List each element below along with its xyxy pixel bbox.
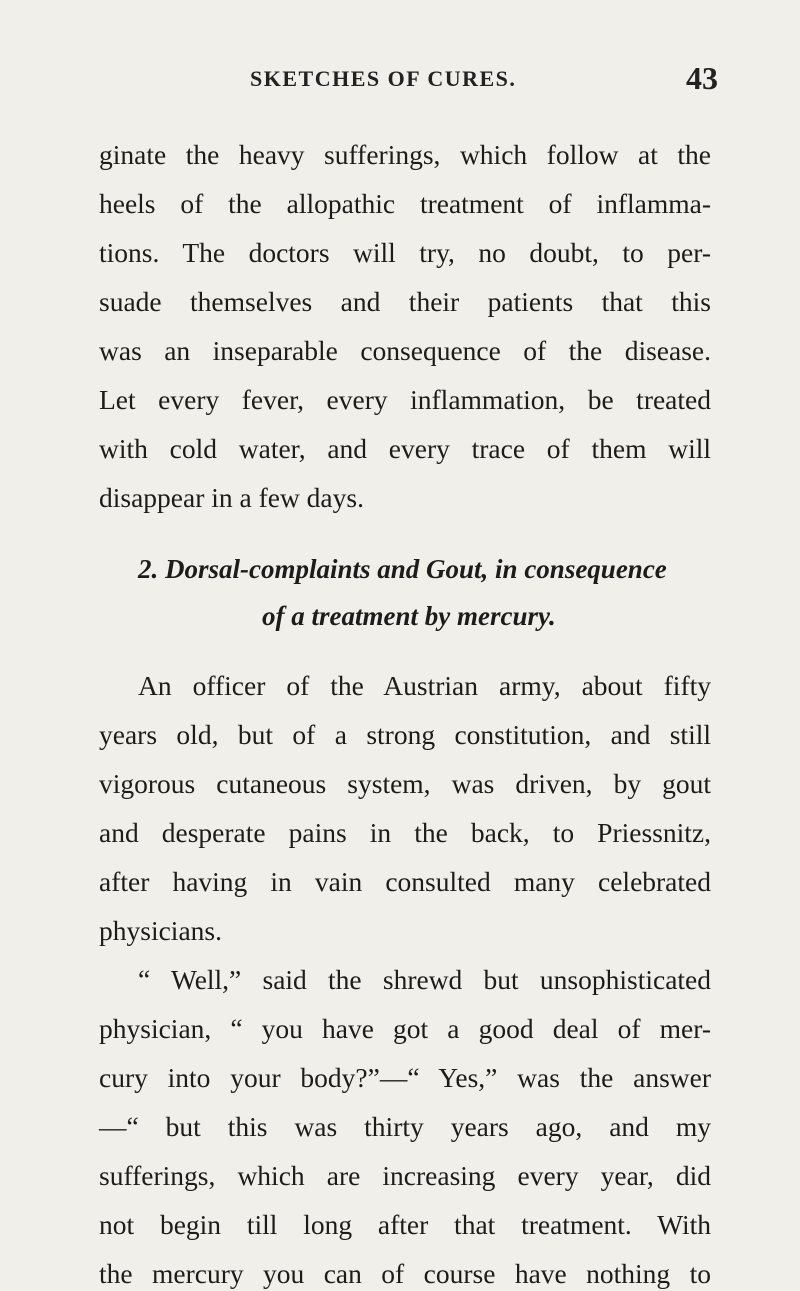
text-line: after having in vain consulted many celebrated xyxy=(99,866,711,897)
text-line: the mercury you can of course have nothing to xyxy=(99,1258,711,1289)
text-line: physician, “ you have got a good deal of mer- xyxy=(99,1013,711,1044)
page-number: 43 xyxy=(686,60,718,96)
text-line: —“ but this was thirty years ago, and my xyxy=(99,1111,711,1142)
text-line: with cold water, and every trace of them will xyxy=(99,433,711,464)
text-line: heels of the allopathic treatment of inflamma- xyxy=(99,188,711,219)
text-line: “ Well,” said the shrewd but unsophisticated xyxy=(138,964,711,995)
text-line: physicians. xyxy=(99,915,222,946)
text-line: and desperate pains in the back, to Priessnitz, xyxy=(99,817,711,848)
heading-line: of a treatment by mercury. xyxy=(262,601,556,631)
running-head: SKETCHES OF CURES. xyxy=(250,66,517,91)
text-line: tions. The doctors will try, no doubt, to per- xyxy=(99,237,711,268)
text-line: Let every fever, every inflammation, be treated xyxy=(99,384,711,415)
text-line: vigorous cutaneous system, was driven, by gout xyxy=(99,768,711,799)
text-line: not begin till long after that treatment. With xyxy=(99,1209,711,1240)
text-line: cury into your body?”—“ Yes,” was the answer xyxy=(99,1062,711,1093)
text-line: An officer of the Austrian army, about fifty xyxy=(138,670,711,701)
text-line: sufferings, which are increasing every year, did xyxy=(99,1160,711,1191)
text-line: years old, but of a strong constitution, and still xyxy=(99,719,711,750)
text-line: suade themselves and their patients that this xyxy=(99,286,711,317)
text-line: was an inseparable consequence of the disease. xyxy=(99,335,711,366)
heading-line: 2. Dorsal-complaints and Gout, in consequence xyxy=(138,554,667,584)
text-line: disappear in a few days. xyxy=(99,482,364,513)
text-line: ginate the heavy sufferings, which follow at the xyxy=(99,139,711,170)
